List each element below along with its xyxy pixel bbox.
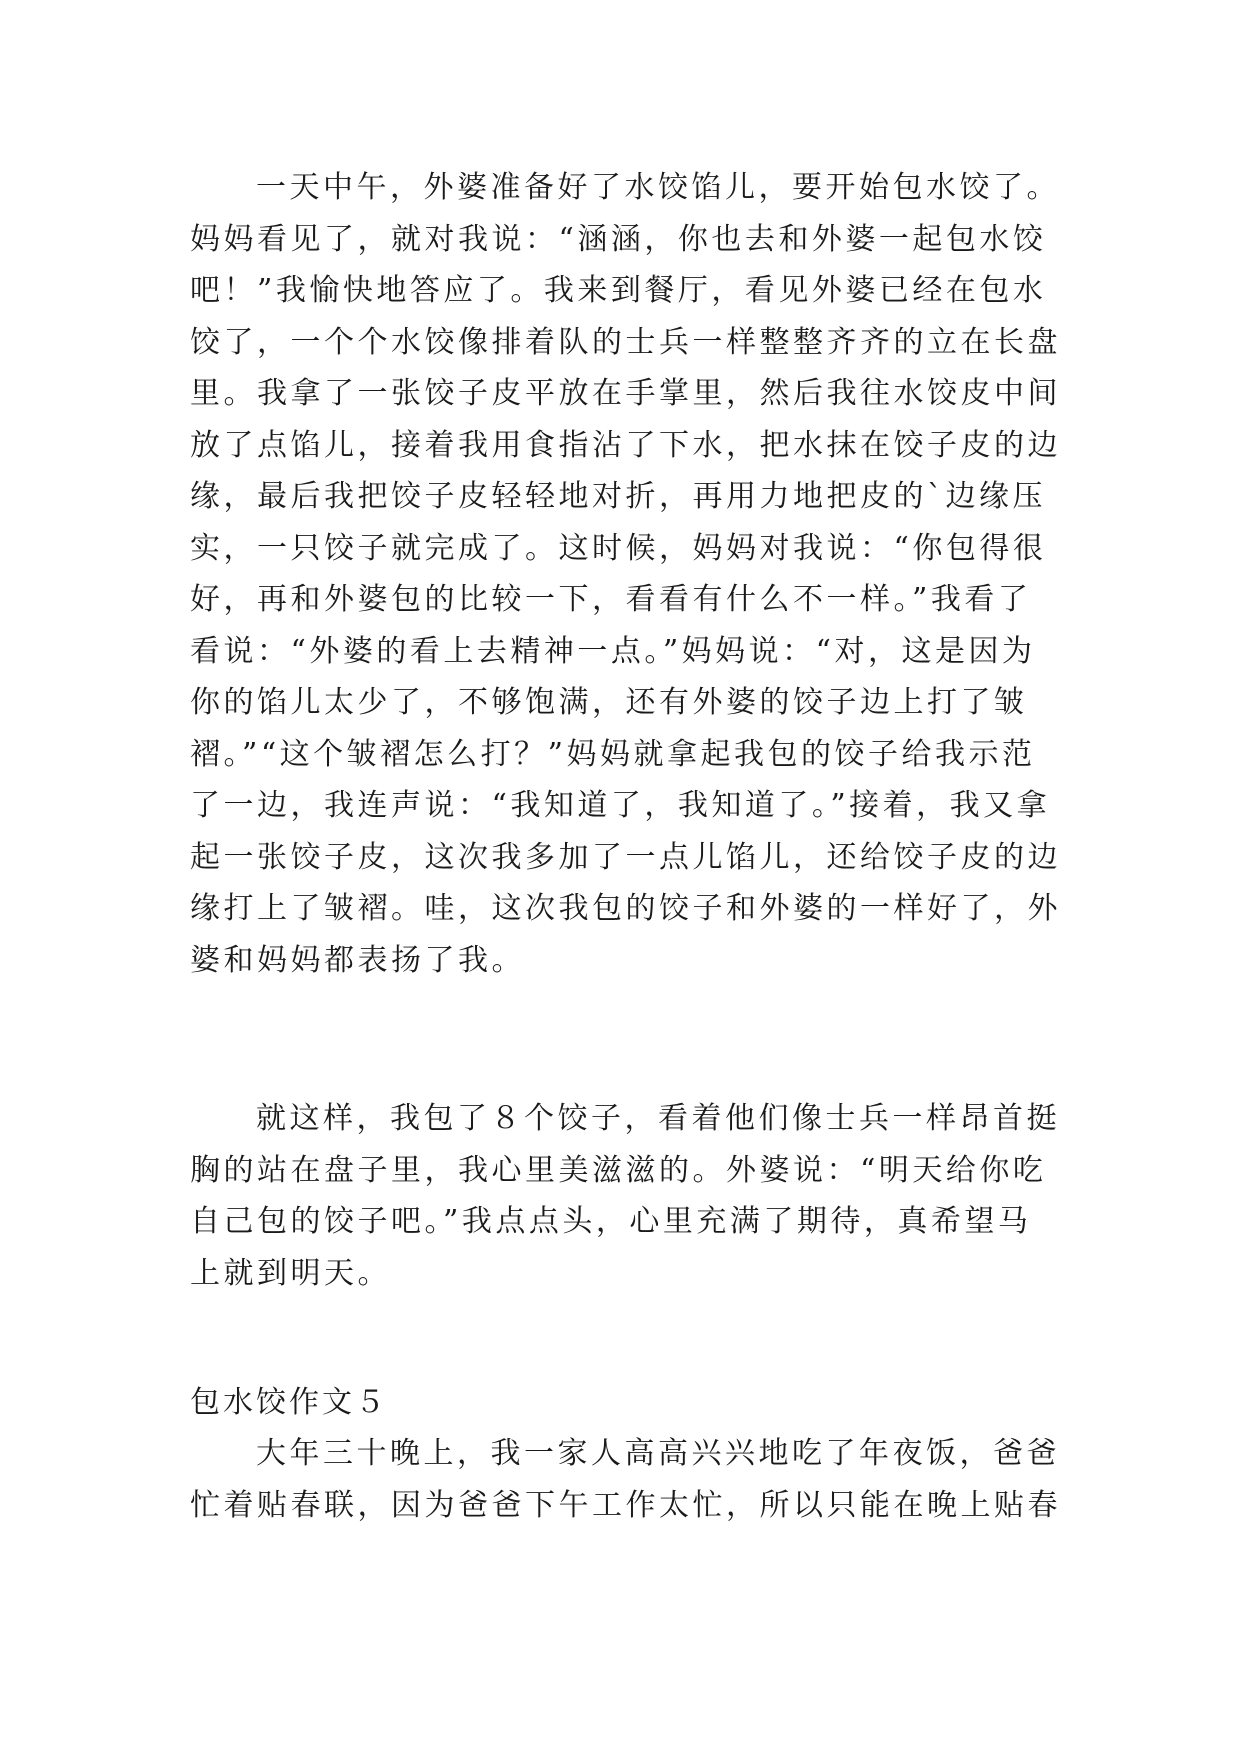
paragraph-line: 实，一只饺子就完成了。这时候，妈妈对我说：“你包得很	[190, 530, 1047, 566]
paragraph-1	[190, 162, 1070, 986]
paragraph-line: 起一张饺子皮，这次我多加了一点儿馅儿，还给饺子皮的边	[190, 839, 1061, 875]
section-heading: 包水饺作文５	[190, 1385, 388, 1420]
paragraph-line: 吧！”我愉快地答应了。我来到餐厅，看见外婆已经在包水	[190, 273, 1047, 308]
paragraph-line: 胸的站在盘子里，我心里美滋滋的。外婆说：“明天给你吃	[190, 1152, 1047, 1188]
paragraph-line: 看说：“外婆的看上去精神一点。”妈妈说：“对，这是因为	[190, 633, 1036, 669]
paragraph-line: 就这样，我包了８个饺子，看着他们像士兵一样昂首挺	[256, 1101, 1060, 1136]
paragraph-line: 大年三十晚上，我一家人高高兴兴地吃了年夜饭，爸爸	[256, 1436, 1060, 1471]
paragraph-line: 妈妈看见了，就对我说：“涵涵，你也去和外婆一起包水饺	[190, 221, 1047, 257]
paragraph-line: 了一边，我连声说：“我知道了，我知道了。”接着，我又拿	[190, 788, 1051, 823]
paragraph-line: 忙着贴春联，因为爸爸下午工作太忙，所以只能在晚上贴春	[190, 1487, 1061, 1523]
paragraph-line: 里。我拿了一张饺子皮平放在手掌里，然后我往水饺皮中间	[190, 376, 1061, 411]
paragraph-line: 一天中午，外婆准备好了水饺馅儿，要开始包水饺了。	[256, 170, 1060, 205]
paragraph-line: 缘，最后我把饺子皮轻轻地对折，再用力地把皮的`边缘压	[190, 479, 1046, 514]
paragraph-3	[190, 1428, 1070, 1531]
paragraph-line: 饺了，一个个水饺像排着队的士兵一样整整齐齐的立在长盘	[190, 324, 1061, 360]
paragraph-line: 婆和妈妈都表扬了我。	[190, 942, 525, 978]
paragraph-line: 放了点馅儿，接着我用食指沾了下水，把水抹在饺子皮的边	[190, 427, 1061, 463]
paragraph-line: 缘打上了皱褶。哇，这次我包的饺子和外婆的一样好了，外	[190, 891, 1061, 926]
paragraph-line: 你的馅儿太少了，不够饱满，还有外婆的饺子边上打了皱	[190, 685, 1028, 720]
paragraph-line: 好，再和外婆包的比较一下，看看有什么不一样。”我看了	[190, 582, 1032, 617]
paragraph-line: 上就到明天。	[190, 1255, 391, 1291]
paragraph-line: 自己包的饺子吧。”我点点头，心里充满了期待，真希望马	[190, 1204, 1032, 1239]
paragraph-line: 褶。”“这个皱褶怎么打？”妈妈就拿起我包的饺子给我示范	[190, 736, 1036, 772]
paragraph-2	[190, 1093, 1070, 1299]
